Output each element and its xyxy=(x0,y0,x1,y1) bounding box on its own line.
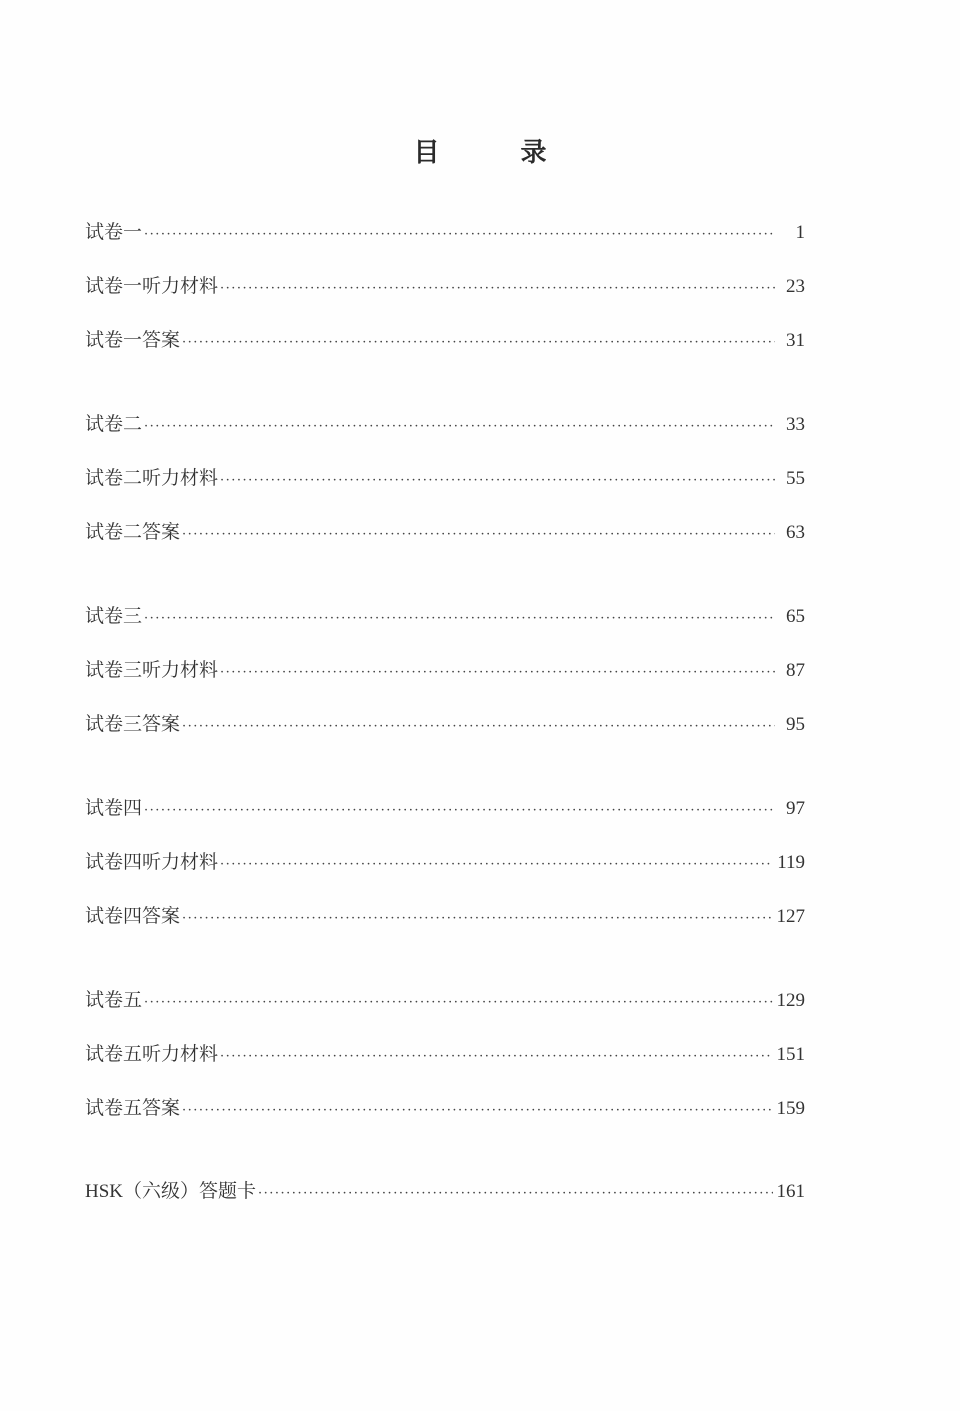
toc-entry-page-number: 119 xyxy=(777,852,805,873)
toc-entry[interactable] xyxy=(85,794,805,848)
dot-leader xyxy=(144,989,772,1017)
toc-group xyxy=(85,218,805,380)
dot-leader xyxy=(144,797,775,825)
toc-entry-page-number: 87 xyxy=(786,660,805,681)
toc-entry-page-number: 33 xyxy=(786,414,805,435)
toc-entry-label: 试卷二答案 xyxy=(85,521,181,543)
toc-entry-page-number: 159 xyxy=(776,1098,805,1119)
dot-leader xyxy=(182,329,775,357)
toc-entry[interactable] xyxy=(85,848,805,902)
toc-entry-page-number: 127 xyxy=(776,906,805,927)
toc-entry-label: 试卷一 xyxy=(85,221,143,243)
toc-entry-label: 试卷三听力材料 xyxy=(85,659,219,681)
dot-leader xyxy=(220,467,775,495)
dot-leader xyxy=(182,521,775,549)
toc-entry-label: 试卷五答案 xyxy=(85,1097,181,1119)
toc-entry[interactable] xyxy=(85,218,805,272)
table-of-contents xyxy=(85,218,805,1262)
toc-entry[interactable] xyxy=(85,464,805,518)
toc-entry-label: 试卷一听力材料 xyxy=(85,275,219,297)
toc-entry-label: 试卷三答案 xyxy=(85,713,181,735)
toc-entry-page-number: 97 xyxy=(786,798,805,819)
toc-entry-page-number: 161 xyxy=(776,1181,805,1202)
dot-leader xyxy=(220,659,775,687)
toc-entry-page-number: 31 xyxy=(786,330,805,351)
toc-entry-label: 试卷四 xyxy=(85,797,143,819)
page-title: 目 录 xyxy=(413,138,583,168)
toc-entry-page-number: 63 xyxy=(786,522,805,543)
toc-group xyxy=(85,602,805,764)
dot-leader xyxy=(182,1097,772,1125)
toc-entry-label: 试卷三 xyxy=(85,605,143,627)
toc-entry-page-number: 65 xyxy=(786,606,805,627)
toc-entry[interactable] xyxy=(85,1178,805,1232)
toc-entry[interactable] xyxy=(85,518,805,572)
toc-entry[interactable] xyxy=(85,1040,805,1094)
dot-leader xyxy=(144,221,775,249)
dot-leader xyxy=(220,1043,772,1071)
toc-entry[interactable] xyxy=(85,1094,805,1148)
toc-entry[interactable] xyxy=(85,710,805,764)
toc-entry[interactable] xyxy=(85,410,805,464)
toc-entry-label: 试卷二 xyxy=(85,413,143,435)
dot-leader xyxy=(220,275,775,303)
toc-group xyxy=(85,1178,805,1232)
toc-entry[interactable] xyxy=(85,326,805,380)
toc-entry-page-number: 129 xyxy=(776,990,805,1011)
toc-group xyxy=(85,794,805,956)
toc-entry-page-number: 1 xyxy=(795,222,805,243)
toc-entry-label: 试卷二听力材料 xyxy=(85,467,219,489)
toc-entry[interactable] xyxy=(85,602,805,656)
toc-entry-label: 试卷一答案 xyxy=(85,329,181,351)
toc-entry-label: HSK（六级）答题卡 xyxy=(85,1181,257,1202)
toc-entry-label: 试卷五 xyxy=(85,989,143,1011)
toc-entry-page-number: 55 xyxy=(786,468,805,489)
toc-entry-label: 试卷四答案 xyxy=(85,905,181,927)
dot-leader xyxy=(144,605,775,633)
toc-entry[interactable] xyxy=(85,986,805,1040)
toc-entry[interactable] xyxy=(85,272,805,326)
toc-entry-label: 试卷四听力材料 xyxy=(85,851,219,873)
toc-entry[interactable] xyxy=(85,656,805,710)
toc-entry[interactable] xyxy=(85,902,805,956)
toc-group xyxy=(85,410,805,572)
dot-leader xyxy=(144,413,775,441)
toc-group xyxy=(85,986,805,1148)
dot-leader xyxy=(182,713,775,741)
dot-leader xyxy=(220,851,773,879)
toc-entry-page-number: 151 xyxy=(776,1044,805,1065)
toc-entry-page-number: 23 xyxy=(786,276,805,297)
dot-leader xyxy=(182,905,772,933)
toc-entry-page-number: 95 xyxy=(786,714,805,735)
dot-leader xyxy=(258,1180,772,1208)
toc-entry-label: 试卷五听力材料 xyxy=(85,1043,219,1065)
